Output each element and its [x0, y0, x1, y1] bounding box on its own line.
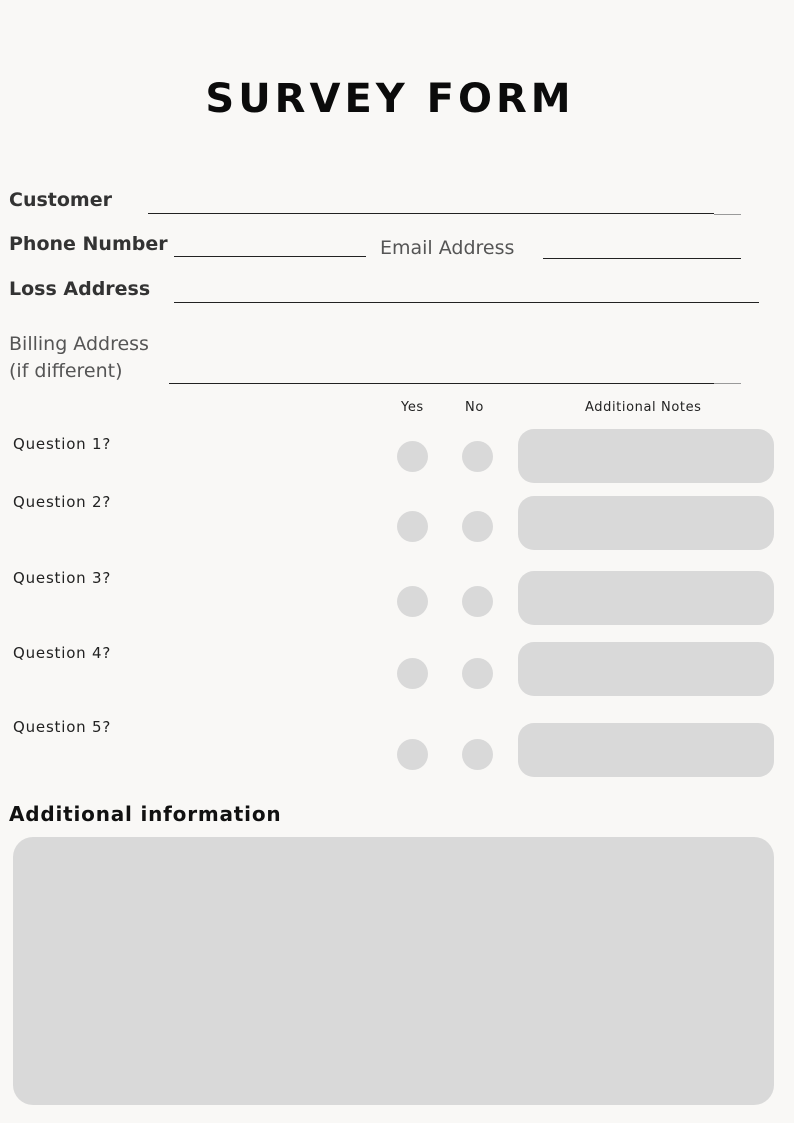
phone-number-field[interactable] [174, 256, 366, 257]
notes-field[interactable] [518, 429, 774, 483]
billing-address-note: (if different) [9, 360, 123, 382]
question-label: Question 5? [13, 718, 112, 736]
question-label: Question 3? [13, 569, 112, 587]
question-label: Question 4? [13, 644, 112, 662]
notes-field[interactable] [518, 571, 774, 625]
yes-radio[interactable] [397, 586, 428, 617]
email-address-field[interactable] [543, 258, 741, 259]
customer-field-end [714, 214, 741, 215]
question-label: Question 2? [13, 493, 112, 511]
no-radio[interactable] [462, 658, 493, 689]
notes-field[interactable] [518, 496, 774, 550]
no-radio[interactable] [462, 586, 493, 617]
customer-label: Customer [9, 189, 112, 211]
billing-address-field-end [714, 383, 741, 384]
notes-field[interactable] [518, 723, 774, 777]
column-header-no: No [465, 400, 484, 415]
column-header-notes: Additional Notes [585, 400, 702, 415]
yes-radio[interactable] [397, 511, 428, 542]
column-header-yes: Yes [401, 400, 424, 415]
yes-radio[interactable] [397, 658, 428, 689]
no-radio[interactable] [462, 511, 493, 542]
yes-radio[interactable] [397, 441, 428, 472]
customer-field[interactable] [148, 213, 714, 214]
page-title: SURVEY FORM [205, 76, 575, 122]
no-radio[interactable] [462, 739, 493, 770]
phone-number-label: Phone Number [9, 233, 168, 255]
question-label: Question 1? [13, 435, 112, 453]
additional-information-heading: Additional information [9, 802, 282, 826]
notes-field[interactable] [518, 642, 774, 696]
additional-information-textarea[interactable] [13, 837, 774, 1105]
billing-address-label: Billing Address [9, 333, 149, 355]
email-address-label: Email Address [380, 237, 515, 259]
loss-address-label: Loss Address [9, 278, 151, 300]
no-radio[interactable] [462, 441, 493, 472]
yes-radio[interactable] [397, 739, 428, 770]
loss-address-field[interactable] [174, 302, 759, 303]
billing-address-field[interactable] [169, 383, 714, 384]
